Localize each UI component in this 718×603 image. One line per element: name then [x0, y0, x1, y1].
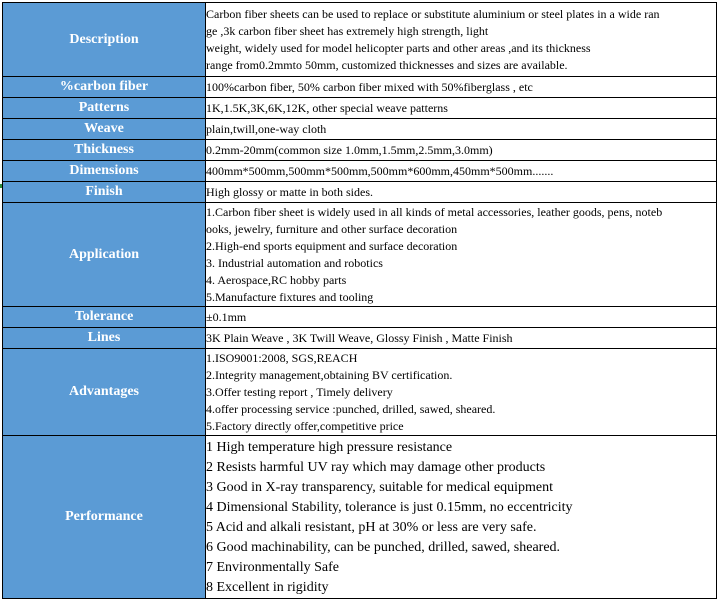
value-line: 4.offer processing service :punched, drilled, sawed, sheared. [206, 401, 496, 416]
row-label: Thickness [3, 140, 206, 161]
table-row-performance [3, 436, 717, 599]
table-row-finish [3, 182, 717, 203]
value-line: 1.ISO9001:2008, SGS,REACH [206, 350, 358, 365]
value-line: 0.2mm-20mm(common size 1.0mm,1.5mm,2.5mm,3.0mm) [206, 142, 493, 157]
table-row-carbon-fiber [3, 77, 717, 98]
value-line: 5.Manufacture fixtures and tooling [206, 289, 374, 304]
value-line: 1K,1.5K,3K,6K,12K, other special weave patterns [206, 100, 448, 115]
row-value [206, 182, 717, 203]
value-line: High glossy or matte in both sides. [206, 184, 373, 199]
value-line: ooks, jewelry, furniture and other surface decoration [206, 221, 458, 236]
row-label: Lines [3, 328, 206, 349]
table-row-patterns [3, 98, 717, 119]
table-row-lines [3, 328, 717, 349]
value-line: 3.Offer testing report , Timely delivery [206, 384, 393, 399]
value-line: range from0.2mmto 50mm, customized thicknesses and sizes are available. [206, 57, 568, 72]
row-value [206, 307, 717, 328]
value-line: 2.Integrity management,obtaining BV certification. [206, 367, 453, 382]
row-value [206, 349, 717, 436]
value-line: 5 Acid and alkali resistant, pH at 30% or less are very safe. [206, 520, 537, 535]
value-line: 100%carbon fiber, 50% carbon fiber mixed with 50%fiberglass , etc [206, 79, 533, 94]
value-line: ge ,3k carbon fiber sheet has extremely high strength, light [206, 23, 489, 38]
table-row-thickness [3, 140, 717, 161]
table-row-description [3, 3, 717, 77]
table-row-application [3, 203, 717, 307]
value-line: 6 Good machinability, can be punched, drilled, sawed, sheared. [206, 540, 561, 555]
table-row-weave [3, 119, 717, 140]
value-line: 8 Excellent in rigidity [206, 580, 329, 595]
table-row-advantages [3, 349, 717, 436]
row-label: Performance [3, 436, 206, 599]
value-line: 5.Factory directly offer,competitive price [206, 418, 404, 433]
value-line: 1.Carbon fiber sheet is widely used in all kinds of metal accessories, leather goods, pens, noteb [206, 204, 663, 219]
row-label: Dimensions [3, 161, 206, 182]
value-line: Carbon fiber sheets can be used to replace or substitute aluminium or steel plates in a wide ran [206, 6, 660, 21]
row-label: Tolerance [3, 307, 206, 328]
spec-table [2, 2, 717, 599]
row-value [206, 77, 717, 98]
row-value [206, 140, 717, 161]
row-label: Advantages [3, 349, 206, 436]
row-value [206, 203, 717, 307]
value-line: 2 Resists harmful UV ray which may damage other products [206, 460, 546, 475]
value-line: weight, widely used for model helicopter parts and other areas ,and its thickness [206, 40, 591, 55]
value-line: 4 Dimensional Stability, tolerance is just 0.15mm, no eccentricity [206, 500, 573, 515]
value-line: 2.High-end sports equipment and surface decoration [206, 238, 458, 253]
table-row-dimensions [3, 161, 717, 182]
row-value [206, 3, 717, 77]
value-line: plain,twill,one-way cloth [206, 121, 327, 136]
value-line: 3K Plain Weave , 3K Twill Weave, Glossy Finish , Matte Finish [206, 330, 513, 345]
row-label: %carbon fiber [3, 77, 206, 98]
row-value [206, 328, 717, 349]
row-value [206, 119, 717, 140]
value-line: 3 Good in X-ray transparency, suitable for medical equipment [206, 480, 554, 495]
value-line: 4. Aerospace,RC hobby parts [206, 272, 347, 287]
value-line: ±0.1mm [206, 309, 247, 324]
row-value [206, 436, 717, 599]
row-label: Patterns [3, 98, 206, 119]
row-label: Description [3, 3, 206, 77]
value-line: 400mm*500mm,500mm*500mm,500mm*600mm,450mm*500mm....... [206, 163, 554, 178]
row-label: Weave [3, 119, 206, 140]
value-line: 3. Industrial automation and robotics [206, 255, 383, 270]
row-value [206, 161, 717, 182]
value-line: 7 Environmentally Safe [206, 560, 339, 575]
row-value [206, 98, 717, 119]
value-line: 1 High temperature high pressure resistance [206, 440, 453, 455]
row-label: Finish [3, 182, 206, 203]
table-row-tolerance [3, 307, 717, 328]
row-label: Application [3, 203, 206, 307]
